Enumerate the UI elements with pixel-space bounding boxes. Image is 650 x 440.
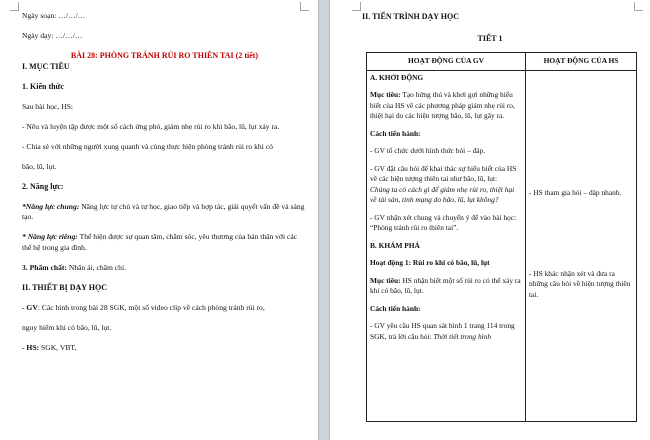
paragraph-lead: Mục tiêu: [370, 90, 401, 99]
paragraph [370, 276, 522, 297]
paragraph [22, 232, 307, 253]
paragraph-text: Nhân ái, chăm chỉ. [66, 262, 126, 272]
paragraph: - Chia sẻ với những người xung quanh và cùng thực hiện phòng tránh rủi ro khi có [22, 141, 273, 151]
paragraph: - Nêu và luyện tập được một số cách ứng phó, giảm nhẹ rủi ro khi bão, lũ, lụt xảy ra. [22, 121, 280, 131]
paragraph-text: Tạo hứng thú và khơi gợi những hiểu biết của HS về các phương pháp giảm nhẹ rủi ro, thiệt hại do các hiện tượng bão, lũ, lụt gây ra. [370, 90, 515, 120]
paragraph: Hoạt động 1: Rủi ro khi có bão, lũ, lụt [370, 258, 490, 267]
paragraph [370, 90, 522, 122]
document-page-2 [330, 0, 650, 440]
paragraph: Ngày soạn: …/…/… [22, 11, 86, 20]
margin-crop-mark [634, 2, 643, 11]
paragraph: BÀI 28: PHÒNG TRÁNH RỦI RO THIÊN TAI (2 tiết) [70, 51, 259, 60]
margin-crop-mark [10, 2, 19, 11]
paragraph-text: yêu cầu HS quan sát hình 1 trang 114 trong SGK, trả lời câu hỏi: [370, 321, 515, 341]
header-teacher-activity: HOẠT ĐỘNG CỦA GV [367, 53, 526, 71]
paragraph-lead: - GV [370, 321, 385, 330]
paragraph: B. KHÁM PHÁ [370, 240, 420, 250]
student-activity-item: - HS khác nhận xét và đưa ra những câu hỏi về hiện tượng thiên tai. [529, 268, 631, 299]
paragraph-lead: *Năng lực chung: [22, 201, 80, 211]
margin-crop-mark [352, 2, 361, 11]
paragraph-text: : Các hình trong bài 28 SGK, một số video clip về cách phòng tránh rủi ro, [37, 302, 265, 312]
paragraph: 2. Năng lực: [22, 181, 64, 191]
paragraph: 1. Kiến thức [22, 81, 64, 91]
header-student-activity: HOẠT ĐỘNG CỦA HS [526, 53, 637, 71]
paragraph-lead: * Năng lực riêng: [22, 232, 78, 241]
student-activity-cell [526, 70, 637, 421]
paragraph [22, 263, 307, 274]
paragraph: Cách tiến hành: [370, 128, 421, 138]
paragraph-text: SGK, VBT, [39, 342, 77, 352]
paragraph: bão, lũ, lụt. [22, 161, 57, 171]
paragraph [370, 321, 522, 342]
paragraph [22, 202, 307, 223]
paragraph-tail: Thời tiết trong hình [433, 331, 492, 341]
lesson-table [366, 52, 637, 422]
paragraph: - GV đặt câu hỏi để khai thác sự hiểu biết của HS về các hiện tượng thiên tai như bão, lũ, lụt: [370, 163, 517, 183]
paragraph-text: Năng lực tự chủ và tự học, giao tiếp và hợp tác, giải quyết vấn đề và sáng tạo. [22, 201, 305, 221]
paragraph: Chúng ta có cách gì để giảm nhẹ rủi ro, thiệt hại về tài sản, tính mạng do bão, lũ, lụt không? [370, 184, 515, 204]
paragraph: Sau bài học, HS: [22, 101, 74, 111]
paragraph [22, 303, 307, 314]
paragraph-text: HS nhận biết một số rủi ro có thể xảy ra khi có bão, lũ, lụt. [370, 275, 521, 295]
section-title: II. TIẾN TRÌNH DẠY HỌC [362, 12, 459, 21]
table-row [367, 70, 637, 421]
paragraph-lead: - GV [22, 302, 38, 312]
paragraph-lead: Mục tiêu: [370, 275, 401, 285]
paragraph: Cách tiến hành: [370, 303, 421, 313]
paragraph: A. KHỞI ĐỘNG [370, 72, 424, 82]
paragraph: - GV nhận xét chung và chuyển ý để vào bài học: “Phòng tránh rủi ro thiên tai”. [370, 212, 517, 232]
paragraph-lead: - HS: [22, 342, 40, 352]
paragraph: I. MỤC TIÊU [22, 61, 70, 71]
paragraph: nguy hiểm khi có bão, lũ, lụt. [22, 322, 112, 332]
paragraph-text: Thể hiện được sự quan tâm, chăm sóc, yêu thương của bản thân với các thế hệ trong gia đình. [22, 232, 298, 252]
document-page-1 [0, 0, 318, 440]
table-header-row [367, 53, 637, 71]
page-1-body [22, 11, 307, 353]
paragraph: Ngày dạy: …/…/… [22, 31, 83, 40]
teacher-activity-cell [367, 70, 526, 421]
margin-crop-mark [300, 2, 309, 11]
paragraph [22, 343, 307, 354]
student-activity-item: - HS tham gia hỏi – đáp nhanh. [529, 187, 622, 197]
paragraph: - GV tổ chức dưới hình thức hỏi – đáp. [370, 146, 486, 155]
period-title: TIẾT 1 [477, 34, 503, 43]
paragraph: II. THIẾT BỊ DẠY HỌC [22, 282, 107, 292]
paragraph-lead: 3. Phẩm chất: [22, 262, 67, 272]
